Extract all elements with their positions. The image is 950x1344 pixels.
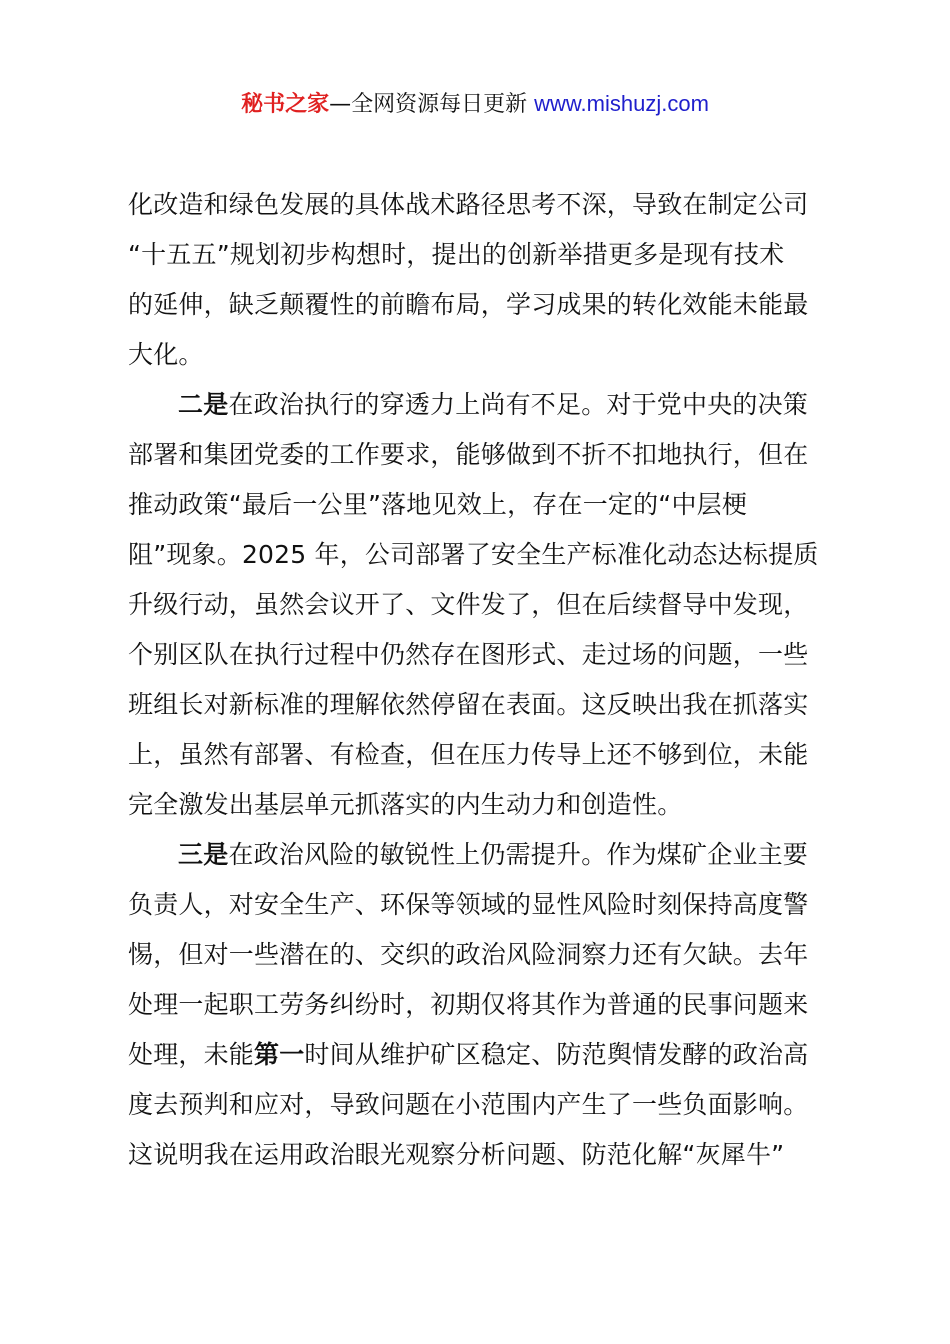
text-segment: 时间从维护矿区稳定、防范舆情发酵的政治高 — [304, 1040, 809, 1069]
point-label: 二是 — [178, 390, 229, 419]
text-segment: 处理，未能 — [128, 1040, 255, 1069]
website-link[interactable]: www.mishuzj.com — [534, 91, 709, 116]
text-line: 部署和集团党委的工作要求，能够做到不折不扣地执行，但在 — [128, 440, 809, 469]
text-line: 阻”现象。2025 年，公司部署了安全生产标准化动态达标提质 — [128, 540, 819, 569]
page-header — [0, 88, 950, 121]
document-body — [128, 180, 836, 1180]
text-segment: 在政治风险的敏锐性上仍需提升。作为煤矿企业主要 — [228, 840, 809, 869]
text-line: 班组长对新标准的理解依然停留在表面。这反映出我在抓落实 — [128, 690, 809, 719]
text-line: 惕，但对一些潜在的、交织的政治风险洞察力还有欠缺。去年 — [128, 940, 809, 969]
text-segment: 在政治执行的穿透力上尚有不足。对于党中央的决策 — [228, 390, 809, 419]
paragraph-three-start — [128, 830, 836, 880]
text-line: “十五五”规划初步构想时，提出的创新举措更多是现有技术 — [128, 240, 785, 269]
text-line: 负责人，对安全生产、环保等领域的显性风险时刻保持高度警 — [128, 890, 809, 919]
text-line: 上，虽然有部署、有检查，但在压力传导上还不够到位，未能 — [128, 740, 809, 769]
text-line: 的延伸，缺乏颠覆性的前瞻布局，学习成果的转化效能未能最 — [128, 290, 809, 319]
point-label: 三是 — [178, 840, 229, 869]
text-line: 化改造和绿色发展的具体战术路径思考不深，导致在制定公司 — [128, 190, 809, 219]
text-line: 处理一起职工劳务纠纷时，初期仅将其作为普通的民事问题来 — [128, 990, 809, 1019]
text-line: 完全激发出基层单元抓落实的内生动力和创造性。 — [128, 790, 683, 819]
text-line: 这说明我在运用政治眼光观察分析问题、防范化解“灰犀牛” — [128, 1140, 785, 1169]
text-line: 大化。 — [128, 340, 204, 369]
text-line: 升级行动，虽然会议开了、文件发了，但在后续督导中发现， — [128, 590, 809, 619]
text-line: 个别区队在执行过程中仍然存在图形式、走过场的问题，一些 — [128, 640, 809, 669]
text-line: 度去预判和应对，导致问题在小范围内产生了一些负面影响。 — [128, 1090, 809, 1119]
paragraph-two-start — [128, 380, 836, 430]
text-line-with-emphasis — [128, 1030, 836, 1080]
text-line: 推动政策“最后一公里”落地见效上，存在一定的“中层梗 — [128, 490, 748, 519]
emphasis-text: 第一 — [254, 1040, 305, 1069]
brand-name: 秘书之家 — [241, 92, 330, 117]
header-tagline: —全网资源每日更新 — [329, 92, 535, 117]
